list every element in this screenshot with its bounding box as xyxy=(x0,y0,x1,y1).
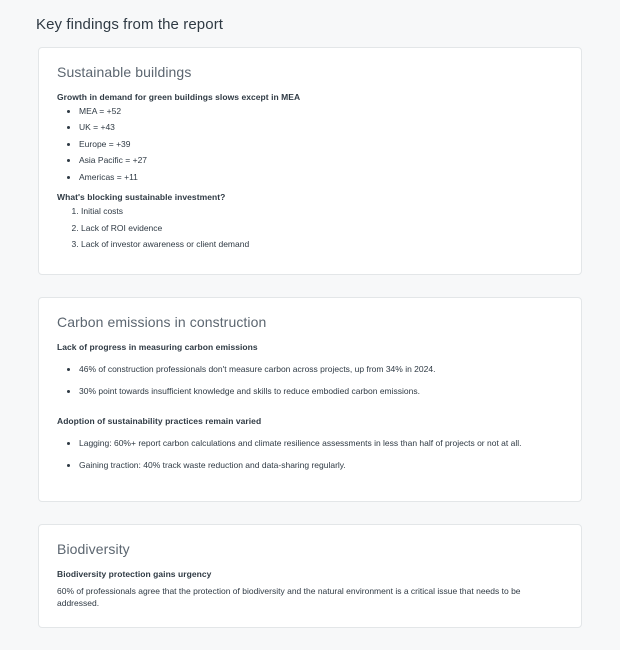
card-title: Biodiversity xyxy=(57,540,130,557)
section-heading: What's blocking sustainable investment? xyxy=(57,192,226,203)
section-heading: Lack of progress in measuring carbon emissions xyxy=(57,341,258,352)
list-item: • 30% point towards insufficient knowledge and skills to reduce embodied carbon emissions. xyxy=(79,386,563,397)
section-heading: Growth in demand for green buildings slows except in MEA xyxy=(57,92,301,102)
numbered-list xyxy=(57,206,563,250)
card-title: Carbon emissions in construction xyxy=(57,313,267,330)
card-biodiversity xyxy=(38,524,582,629)
section-heading: Biodiversity protection gains urgency xyxy=(57,568,212,579)
list-item: • Europe = +39 xyxy=(79,139,563,150)
list-item: • Lagging: 60%+ report carbon calculations and climate resilience assessments in less than half of projects or not at all. xyxy=(79,438,563,449)
bullet-list xyxy=(57,438,563,472)
list-item: 3. Lack of investor awareness or client demand xyxy=(81,239,563,250)
card-carbon-emissions xyxy=(38,297,582,502)
card-sustainable-buildings xyxy=(38,47,582,275)
list-item: 1. Initial costs xyxy=(81,206,563,217)
list-item: • Americas = +11 xyxy=(79,172,563,183)
list-item: • Gaining traction: 40% track waste reduction and data-sharing regularly. xyxy=(79,460,563,471)
list-item: 2. Lack of ROI evidence xyxy=(81,223,563,234)
list-item: • Asia Pacific = +27 xyxy=(79,155,563,166)
section-paragraph: 60% of professionals agree that the protection of biodiversity and the natural environment is a critical issue that needs to be addressed. xyxy=(57,585,521,608)
list-item: • MEA = +52 xyxy=(79,106,563,117)
list-item: • UK = +43 xyxy=(79,122,563,133)
bullet-list xyxy=(57,364,563,398)
card-title: Sustainable buildings xyxy=(57,64,192,80)
section-heading: Adoption of sustainability practices remain varied xyxy=(57,415,262,426)
bullet-list xyxy=(57,106,563,183)
page-title: Key findings from the report xyxy=(36,16,224,33)
list-item: • 46% of construction professionals don't measure carbon across projects, up from 34% in 2024. xyxy=(79,364,563,375)
